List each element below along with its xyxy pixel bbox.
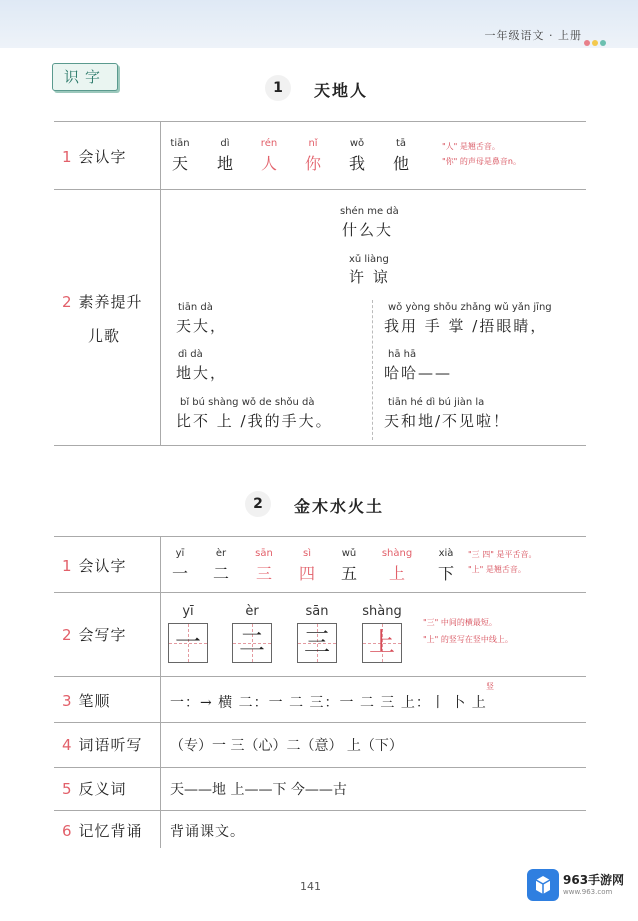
handwritten-note: "人" 是翘舌音。 — [442, 142, 500, 151]
pinyin: tiān dà — [178, 302, 213, 313]
character: 五 — [340, 564, 357, 583]
divider — [54, 189, 586, 190]
character: 我 — [348, 154, 365, 173]
pinyin: dì — [220, 138, 230, 149]
lesson1-number: 1 — [265, 75, 291, 101]
site-logo-icon — [527, 869, 559, 901]
book-title: 一年级语文 · 上册 — [484, 29, 582, 42]
dot-green — [600, 40, 606, 46]
watermark-url: www.963.com — [563, 888, 613, 896]
pinyin: rén — [260, 138, 278, 149]
lesson2-number: 2 — [245, 491, 271, 517]
pinyin: xià — [438, 548, 454, 559]
row-label: 3 笔顺 — [62, 692, 111, 710]
poem-line: 我用 手 掌 /捂眼睛， — [384, 317, 548, 335]
handwritten-note: "上" 的竖写在竖中线上。 — [423, 635, 513, 644]
pinyin: wǒ yòng shǒu zhǎng wǔ yǎn jīng — [388, 302, 552, 313]
character: 天 — [171, 154, 188, 173]
poem-title: 什么大 — [342, 221, 394, 239]
divider — [54, 536, 586, 537]
pinyin: bǐ bú shàng wǒ de shǒu dà — [180, 397, 315, 408]
writing-grid: 二 — [232, 623, 272, 663]
pinyin: sān — [305, 604, 329, 619]
pinyin: shén me dà — [340, 206, 399, 217]
lesson1-title: 天地人 — [314, 81, 369, 100]
pinyin: èr — [245, 604, 259, 619]
poem-line: 地大， — [176, 364, 228, 382]
pinyin: nǐ — [308, 138, 318, 149]
character: 二 — [212, 564, 229, 583]
divider — [54, 445, 586, 446]
recitation: 背诵课文。 — [170, 824, 245, 840]
character: 你 — [304, 154, 321, 173]
pinyin: yī — [182, 604, 194, 619]
handwritten-note: "三" 中间的横最短。 — [423, 618, 497, 627]
row-label: 2 会写字 — [62, 626, 127, 644]
dictation-words: （专）一 三（心）二（意） 上（下） — [170, 738, 403, 754]
handwritten-note: "三 四" 是平舌音。 — [468, 550, 537, 559]
divider — [54, 810, 586, 811]
handwritten-note: "上" 是翘舌音。 — [468, 565, 526, 574]
poem-author: 许 谅 — [349, 268, 390, 286]
section-tag: 识字 — [52, 63, 118, 91]
writing-grid: 上 — [362, 623, 402, 663]
pinyin: hā hā — [388, 349, 417, 360]
pinyin: wǒ — [349, 138, 365, 149]
row-label: 1 会认字 — [62, 148, 127, 166]
stroke-order: 一：→ 横 二：一 二 三：一 二 三 上：丨 卜 上 — [170, 695, 487, 711]
poem-line: 比不 上 /我的手大。 — [176, 412, 333, 430]
row-sublabel: 儿歌 — [88, 327, 121, 345]
pinyin: èr — [215, 548, 227, 559]
pinyin: dì dà — [178, 349, 203, 360]
pinyin: tiān — [170, 138, 190, 149]
character: 三 — [255, 564, 272, 583]
pinyin: sì — [303, 548, 311, 559]
row-label: 6 记忆背诵 — [62, 822, 143, 840]
row-label: 5 反义词 — [62, 780, 127, 798]
antonyms: 天——地 上——下 今——古 — [170, 782, 347, 798]
handwritten-note: 竖 — [486, 682, 494, 691]
character: 地 — [216, 154, 233, 173]
header-dots — [584, 31, 610, 39]
divider — [54, 121, 586, 122]
poem-line: 天大， — [176, 317, 228, 335]
pinyin: sān — [255, 548, 273, 559]
row-label: 4 词语听写 — [62, 736, 143, 754]
pinyin: xǔ liàng — [349, 254, 389, 265]
writing-grid: 一 — [168, 623, 208, 663]
pinyin: tā — [395, 138, 407, 149]
character: 上 — [388, 564, 405, 583]
character: 人 — [260, 154, 277, 173]
poem-line: 哈哈—— — [384, 364, 453, 382]
character: 下 — [437, 564, 454, 583]
pinyin: shàng — [362, 604, 402, 619]
pinyin: shàng — [381, 548, 413, 559]
handwritten-note: "你" 的声母是鼻音n。 — [442, 157, 521, 166]
row-label: 2 素养提升 — [62, 293, 143, 311]
writing-grid: 三 — [297, 623, 337, 663]
watermark-name: 963手游网 — [563, 873, 625, 887]
dot-red — [584, 40, 590, 46]
row-label: 1 会认字 — [62, 557, 127, 575]
divider — [54, 722, 586, 723]
pinyin: yī — [175, 548, 185, 559]
character: 四 — [298, 564, 315, 583]
divider — [54, 592, 586, 593]
character: 他 — [392, 154, 409, 173]
pinyin: wǔ — [341, 548, 357, 559]
page-number: 141 — [300, 880, 321, 893]
lesson2-title: 金木水火土 — [294, 497, 385, 516]
dot-yellow — [592, 40, 598, 46]
poem-line: 天和地/不见啦！ — [384, 412, 511, 430]
divider — [54, 767, 586, 768]
column-divider — [372, 300, 373, 440]
divider — [54, 676, 586, 677]
character: 一 — [171, 564, 188, 583]
pinyin: tiān hé dì bú jiàn la — [388, 397, 485, 408]
